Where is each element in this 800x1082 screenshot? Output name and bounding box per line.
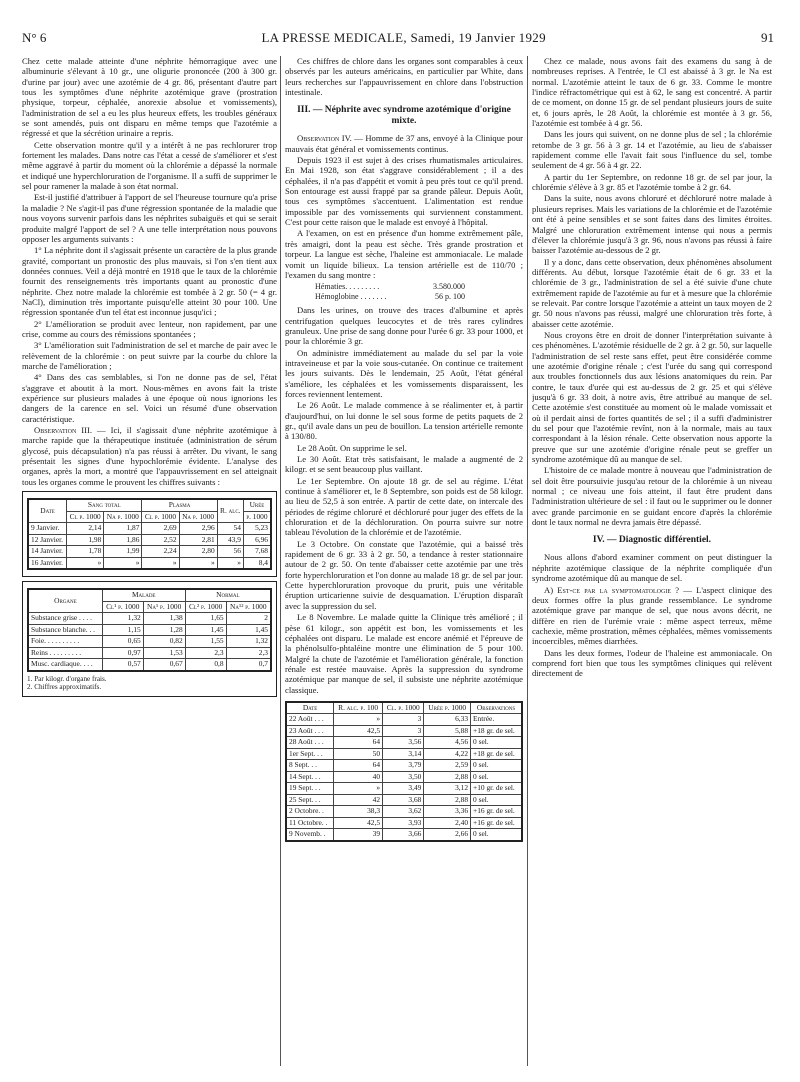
cell: 1,86 (104, 534, 142, 546)
cell-organe: Musc. cardiaque. . . . (28, 659, 102, 671)
cell: 1,32 (102, 613, 143, 625)
observation-label: Observation IV. (297, 133, 352, 144)
col-header-na: Na p. 1000 (179, 511, 217, 523)
paragraph: Chez cette malade atteinte d'une néphrite hémorragique avec une albuminurie s'élevant à 10 gr., une oligurie prononcée (200 à 300 gr. d'urine par jour) avec une azotémie de 4 gr. 86, présentant d'autre part tous les symptômes d'une néphrite azotémique grave (prostration physique, torpeur, céphalée, anorexie absolue et vomissements), l'administration de sel a eu les plus heureux effets, les troubles généraux se sont amendés, puis ont disparu en même temps que l'azotémie a régressé et que la sécrétion urinaire a repris. (22, 56, 277, 139)
cell: 8,4 (243, 557, 271, 569)
cell-date: 14 Janvier. (28, 546, 67, 558)
column-divider (280, 56, 281, 1066)
cell-cl: 3,79 (383, 760, 424, 772)
blood-count-value: 56 p. 100 (435, 291, 465, 301)
cell-ralc: 64 (334, 737, 383, 749)
table-row (286, 714, 522, 726)
cell: 1,53 (143, 647, 185, 659)
col-header-uree: Urée (243, 499, 271, 511)
paragraph: Dans les jours qui suivent, on ne donne plus de sel ; la chlorémie retombe de 3 gr. 56 à 3 gr. 14 et l'azotémie, au lieu de s'abaisser rapidement comme elle l'avait fait sous l'influence du sel, tombe seulement de 4 gr. 56 à 4 gr. 22. (532, 129, 772, 171)
cell-date: 1er Sept. . . (286, 748, 334, 760)
table-row (28, 624, 271, 636)
cell: 1,32 (226, 636, 271, 648)
col-header-date: Date (28, 499, 67, 523)
cell-uree: 2,40 (424, 817, 471, 829)
cell: 6,96 (243, 534, 271, 546)
col-header-observations: Observations (471, 702, 522, 714)
cell-ralc: 42,5 (334, 725, 383, 737)
cell-uree: 6,33 (424, 714, 471, 726)
paragraph: 1° La néphrite dont il s'agissait présente un caractère de la plus grande gravité, comportant un pronostic des plus mauvais, si l'on s'en tient aux données connues. Veil a déjà montré en 1918 que le taux de la chlorémie fournit des renseignements très importants quant au pronostic d'une néphrite. Chez notre malade la chlorémie est tombée à 2 gr. 50 (= 4 gr. NaCl), diminution très importante puisqu'elle atteint 30 pour 100. Une régression spontanée d'un tel état est inconnue jusqu'ici ; (22, 245, 277, 318)
cell-cl: 3 (383, 725, 424, 737)
cell-date: 23 Août . . . (286, 725, 334, 737)
footnote: 2. Chiffres approximatifs. (27, 683, 102, 692)
cell: » (217, 557, 243, 569)
cell-obs: +18 gr. de sel. (471, 748, 522, 760)
paragraph: Nous croyons être en droit de donner l'interprétation suivante à ces phénomènes. L'azotémie résiduelle de 2 gr. à 2 gr. 50, sur laquelle l'administration de sel reste sans effet, peut être considérée comme une azotémie d'origine rénale ; c'est l'urée du sang qui correspond aux troubles fonctionnels dus aux lésions anatomiques du rein. Par contre, le taux d'urée qui est au-dessus de 2 gr. 25 et qui s'élève jusqu'à 6 gr. 33 doit, à notre avis, être attribué au manque de sel. Cette azotémie s'est constituée au moment où le malade vomissait et où il perdait ainsi de fortes quantités de sel ; il a suffi d'administrer du sel pour que l'azotémie revînt, non à la normale, mais au taux correspondant à la lésion rénale. Cette observation nous apporte la preuve que sur une azotémie d'origine rénale peut se greffer un syndrome azotémique dû au manque de sel. (532, 329, 772, 465)
observation-3 (22, 425, 277, 487)
section-heading: III. — Néphrite avec syndrome azotémique d'origine mixte. (297, 105, 511, 127)
col-header-na: Na p. 1000 (104, 511, 142, 523)
cell-ralc: 64 (334, 760, 383, 772)
blood-table (27, 498, 272, 570)
col-header-cl: Cl p. 1000 (142, 511, 179, 523)
cell-obs: 0 sel. (471, 829, 522, 841)
paragraph: Dans la suite, nous avons chloruré et déchloruré notre malade à plusieurs reprises. Mais les variations de la chlorémie et de l'azotémie ont été à peine sensibles et se sont faites dans des limites étroites. Malgré une chloruration extrêmement intense qui nous a permis d'élever la chlorémie jusqu'à 3 gr. 96, nous n'avons pas réussi à faire baisser l'azotémie au-dessous de 2 gr. (532, 193, 772, 256)
cell: 0,65 (102, 636, 143, 648)
cell-cl: 3,49 (383, 783, 424, 795)
cell-uree: 2,88 (424, 794, 471, 806)
col-header-na: Na¹² p. 1000 (226, 601, 271, 613)
col-header-cl: Cl² p. 1000 (185, 601, 226, 613)
cell: 2,24 (142, 546, 179, 558)
paragraph: Dans les urines, on trouve des traces d'albumine et après centrifugation quelques leucocytes et de très rares cylindres granuleux. Une prise de sang donne pour l'urée 6 gr. 33 pour 1000, et pour la chlorémie 3 gr. (285, 305, 523, 347)
journal-title: LA PRESSE MEDICALE, Samedi, 19 Janvier 1929 (261, 30, 546, 45)
cell-ralc: » (334, 783, 383, 795)
organ-table-box (22, 581, 277, 697)
table-notes (27, 675, 272, 692)
cell: » (179, 557, 217, 569)
cell-date: 9 Novemb. . (286, 829, 334, 841)
cell: 43,9 (217, 534, 243, 546)
cell: 1,99 (104, 546, 142, 558)
paragraph: Cette observation montre qu'il y a intérêt à ne pas rechlorurer trop fortement les malades. Dans notre cas l'état a cessé de s'améliorer et s'est même aggravé à partir du moment où la chlorémie a dépassé la normale et indiqué une hyperchloruration de l'organisme. Il a suffi de supprimer le sel pour ramener la malade à son état normal. (22, 139, 277, 192)
cell: 2,80 (179, 546, 217, 558)
observation-text: — Ici, il s'agissait d'une néphrite azotémique à marche rapide que la thérapeutique instituée (administration de sérum glycosé, puis décapsulation) n'a pas réussi à arrêter. Du vivant, le sang présentait les signes d'une hypochlorémie évidente. L'analyse des organes, après la mort, a montré que l'appauvrissement en sel atteignait tous les organes comme le prouvent les chiffres suivants : (22, 425, 277, 487)
table-row (28, 557, 271, 569)
cell-obs: 0 sel. (471, 794, 522, 806)
blood-count-row (315, 292, 523, 302)
col-header-ralc: R. alc. p. 100 (334, 702, 383, 714)
issue-number: N° 6 (22, 30, 47, 45)
cell-uree: 3,12 (424, 783, 471, 795)
table-row (28, 534, 271, 546)
paragraph: Chez ce malade, nous avons fait des examens du sang à de nombreuses reprises. A l'entrée, le Cl est abaissé à 3 gr. le Na est normal. L'azotémie atteint le taux de 6 gr. 33. Comme le montre l'indice réfractométrique qui est à 62, le sang est concentré. A partir de ce moment, on donne 15 gr. de sel pendant plusieurs jours de suite et, 6 jours après, le 28 Août, la chlorémie est montée à 3 gr. 56, l'azotémie est tombée à 4 gr. 56. (532, 56, 772, 129)
column-2 (285, 56, 523, 1066)
cell-uree: 4,22 (424, 748, 471, 760)
cell-cl: 3,50 (383, 771, 424, 783)
paragraph: Depuis 1923 il est sujet à des crises rhumatismales articulaires. En Mai 1928, son état s'aggrave considérablement ; il a des céphalées, il n'a pas d'appétit et vomit à peu près tout ce qu'il prend. Son entourage est aussi frappé par sa grande pâleur. Depuis Août, tous ces symptômes s'accentuent. L'alimentation est rendue impossible par des vomissements qui surviennent constamment. C'est pour cette raison que le malade est envoyé à l'hôpital. (285, 155, 523, 228)
cell-obs: 0 sel. (471, 760, 522, 772)
cell-ralc: 50 (334, 748, 383, 760)
section-heading: IV. — Diagnostic différentiel. (592, 535, 712, 546)
cell-ralc: 42 (334, 794, 383, 806)
subsection-label: A) Est-ce par la symptomatologie ? (544, 584, 680, 595)
cell: 0,97 (102, 647, 143, 659)
cell-ralc: 42,5 (334, 817, 383, 829)
cell: 0,57 (102, 659, 143, 671)
paragraph: 4° Dans des cas semblables, si l'on ne donne pas de sel, l'état s'aggrave et aboutit à la mort. Nous-mêmes en avons fait la triste expérience sur plusieurs malades à une époque où nous ignorions les dangers de la carence en sel. Voici un résumé d'une observation caractéristique. (22, 372, 277, 424)
cell-date: 19 Sept. . . (286, 783, 334, 795)
cell-ralc: 38,3 (334, 806, 383, 818)
cell: 2,3 (226, 647, 271, 659)
column-1 (22, 56, 277, 1066)
cell-obs: 0 sel. (471, 737, 522, 749)
col-header-malade: Malade (102, 589, 185, 601)
paragraph: L'histoire de ce malade montre à nouveau que l'administration de sel doit être poursuivie jusqu'au retour de la chlorémie à un niveau normal ; ce niveau une fois atteint, il faut être prudent dans l'administration ultérieure de sel : il faut ou le supprimer ou le donner avec grande parcimonie en se guidant encore d'après la chlorémie dont le taux normal ne devra jamais être dépassé. (532, 465, 772, 528)
col-header-date: Date (286, 702, 334, 714)
cell-uree: 2,88 (424, 771, 471, 783)
cell-cl: 3,93 (383, 817, 424, 829)
col-header-ralc: R. alc. (217, 499, 243, 523)
cell: » (142, 557, 179, 569)
table-row (28, 659, 271, 671)
cell-ralc: » (334, 714, 383, 726)
col-header-uree: Urée p. 1000 (424, 702, 471, 714)
table-row (286, 829, 522, 841)
paragraph: Dans les deux formes, l'odeur de l'haleine est ammoniacale. On comprend fort bien que tous les symptômes cliniques qui relèvent directement de (532, 647, 772, 679)
cell: » (104, 557, 142, 569)
cell: 0,7 (226, 659, 271, 671)
paragraph-a (532, 585, 772, 647)
cell-date: 25 Sept. . . (286, 794, 334, 806)
col-header-sang: Sang total (67, 499, 142, 511)
footnote: 1. Par kilogr. d'organe frais. (27, 674, 107, 683)
cell: » (67, 557, 104, 569)
cell: 1,98 (67, 534, 104, 546)
observation-text: — Homme de 37 ans, envoyé à la Clinique pour mauvais état général et vomissements continus. (285, 133, 523, 154)
blood-count (315, 282, 523, 301)
blood-table-box (22, 491, 277, 577)
cell: 1,55 (185, 636, 226, 648)
table-row (286, 760, 522, 772)
cell-date: 8 Sept. . . (286, 760, 334, 772)
cell: 2,81 (179, 534, 217, 546)
cell-cl: 3,56 (383, 737, 424, 749)
table-row (28, 523, 271, 535)
cell: 1,28 (143, 624, 185, 636)
page-number: 91 (760, 30, 774, 45)
table-row (28, 546, 271, 558)
page-header (22, 30, 774, 48)
cell-date: 12 Janvier. (28, 534, 67, 546)
paragraph: On administre immédiatement au malade du sel par la voie intraveineuse et par la voie sous-cutanée. On continue ce traitement les jours suivants. Dès le lendemain, 25 Août, l'état général s'améliore, les céphalées et les vomissements disparaissent, les forces reviennent lentement. (285, 347, 523, 399)
cell-date: 16 Janvier. (28, 557, 67, 569)
cell-date: 9 Janvier. (28, 523, 67, 535)
cell: 5,23 (243, 523, 271, 535)
table-row (286, 783, 522, 795)
observation-4 (285, 133, 523, 154)
cell-organe: Substance grise . . . . (28, 613, 102, 625)
col-header-cl: Cl¹ p. 1000 (102, 601, 143, 613)
paragraph: Le 3 Octobre. On constate que l'azotémie, qui a baissé très rapidement de 6 gr. 33 à 2 gr. 50, a tendance à rester stationnaire autour de 2 gr. 50. On tente d'abaisser cette azotémie par une très forte hyperchloruration et l'on donne au malade 18 gr. de sel par jour. Cette hyperchloruration provoque du prurit, puis une véritable éruption urticarienne suivie de desquamation. L'éruption disparaît avec la suppression du sel. (285, 538, 523, 611)
cell-obs: +18 gr. de sel. (471, 725, 522, 737)
blood-count-value: 3.580.000 (433, 282, 465, 292)
cell-cl: 3,62 (383, 806, 424, 818)
col-header-cl: Cl. p. 1000 (383, 702, 424, 714)
col-header-plasma: Plasma (142, 499, 217, 511)
cell: 54 (217, 523, 243, 535)
col-header-cl: Cl p. 1000 (67, 511, 104, 523)
cell: 56 (217, 546, 243, 558)
cell-obs: +16 gr. de sel. (471, 817, 522, 829)
column-divider (527, 56, 528, 1066)
cell: 1,45 (185, 624, 226, 636)
table-row (286, 794, 522, 806)
cell: 7,68 (243, 546, 271, 558)
cell-cl: 3,14 (383, 748, 424, 760)
observation-label: Observation III. (34, 425, 93, 436)
cell-obs: Entrée. (471, 714, 522, 726)
cell-cl: 3,66 (383, 829, 424, 841)
cell-date: 11 Octobre. . (286, 817, 334, 829)
cell-date: 28 Août . . . (286, 737, 334, 749)
blood-count-label: Hémoglobine . . . . . . . (315, 291, 387, 301)
paragraph: Le 8 Novembre. Le malade quitte la Clinique très amélioré ; il pèse 61 kilogr., son appétit est bon, les vomissements et les céphalées ont disparu. Le malade est encore anémié et l'épreuve de la phénolsulfo-phtaléine montre une élimination de 5 pour 100. Malgré la chute de l'azotémie et l'amélioration générale, la fonction rénale est restée mauvaise. Après la suppression du syndrome azotémique par manque de sel, il subsiste une néphrite azotémique classique. (285, 612, 523, 695)
cell-organe: Substance blanche. . . (28, 624, 102, 636)
table-row (286, 748, 522, 760)
paragraph: Le 26 Août. Le malade commence à se réalimenter et, à partir d'aujourd'hui, on lui donne le sel sous forme de petits paquets de 2 gr., qu'il avale dans un peu de bouillon. La tension artérielle remonte à 130/80. (285, 400, 523, 442)
paragraph: 2° L'amélioration se produit avec lenteur, non rapidement, par une crise, comme au cours des rémissions spontanées ; (22, 318, 277, 339)
cell-uree: 3,36 (424, 806, 471, 818)
cell: 1,45 (226, 624, 271, 636)
table-row (286, 806, 522, 818)
table-row (28, 636, 271, 648)
cell-cl: 3 (383, 714, 424, 726)
paragraph: Nous allons d'abord examiner comment on peut distinguer la néphrite azotémique classique de la néphrite compliquée d'un syndrome azotémique dû au manque de sel. (532, 552, 772, 584)
cell: 2,96 (179, 523, 217, 535)
cell-organe: Foie. . . . . . . . . . (28, 636, 102, 648)
cell: 2,14 (67, 523, 104, 535)
cell: 2,69 (142, 523, 179, 535)
cell: 0,82 (143, 636, 185, 648)
cell-uree: 4,56 (424, 737, 471, 749)
cell: 1,87 (104, 523, 142, 535)
cell-obs: 0 sel. (471, 771, 522, 783)
paragraph: Le 30 Août. Etat très satisfaisant, le malade a augmenté de 2 kilogr. et se sent beaucoup plus vaillant. (285, 454, 523, 475)
cell-uree: 2,66 (424, 829, 471, 841)
evolution-table (285, 701, 523, 842)
paragraph: 3° L'amélioration suit l'administration de sel et marche de pair avec le relèvement de la chlorémie : on peut suivre par la courbe du chlore la marche de l'amélioration ; (22, 340, 277, 371)
table-row (286, 817, 522, 829)
col-header-uree-unit: p. 1000 (243, 511, 271, 523)
cell: 2 (226, 613, 271, 625)
cell-obs: +10 gr. de sel. (471, 783, 522, 795)
cell-cl: 3,68 (383, 794, 424, 806)
cell-date: 2 Octobre. . (286, 806, 334, 818)
cell: 2,3 (185, 647, 226, 659)
table-row (28, 613, 271, 625)
cell-organe: Reins . . . . . . . . . (28, 647, 102, 659)
paragraph: Le 28 Août. On supprime le sel. (297, 442, 407, 453)
blood-count-row (315, 282, 523, 292)
cell-uree: 5,88 (424, 725, 471, 737)
paragraph: A partir du 1er Septembre, on redonne 18 gr. de sel par jour, la chlorémie s'élève à 3 gr. 85 et l'azotémie tombe à 2 gr. 64. (532, 171, 772, 193)
cell: 1,65 (185, 613, 226, 625)
column-3 (532, 56, 772, 1066)
table-row (286, 725, 522, 737)
paragraph: Le 1er Septembre. On ajoute 18 gr. de sel au régime. L'état continue à s'améliorer et, le 8 Septembre, son poids est de 58 kilogr. au lieu de 52,5 à son entrée. A partir de cette date, on intercale des périodes de régime chloruré et déchloruré pour juger des effets de la chloruration et de la déchloruration. On pourra suivre sur notre tableau l'évolution de la chlorémie et de l'azotémie. (285, 475, 523, 538)
cell: 2,52 (142, 534, 179, 546)
subsection-text: — L'aspect clinique des deux formes offre la plus grande ressemblance. Le syndrome azotémique grave par manque de sel, que nous avons décrit, ne diffère en rien de l'urémie vraie : même aspect terreux, même cachexie, même prostration, mêmes céphalées, mêmes vomissements incoercibles, mêmes diarrhées. (532, 584, 772, 647)
cell-uree: 2,59 (424, 760, 471, 772)
paragraph: Ces chiffres de chlore dans les organes sont comparables à ceux observés par les auteurs américains, en particulier par White, dans leurs recherches sur l'appauvrissement en chlore dans l'obstruction intestinale. (285, 56, 523, 98)
col-header-na: Na¹ p. 1000 (143, 601, 185, 613)
cell-date: 14 Sept. . . (286, 771, 334, 783)
cell: 1,78 (67, 546, 104, 558)
paragraph: A l'examen, on est en présence d'un homme extrêmement pâle, très amaigri, dont la peau est sèche. Très grande prostration et torpeur. La langue est sèche, l'haleine est ammoniacale. Le malade vomit un liquide bilieux. La tension artérielle est de 110/70 ; l'examen du sang montre : (285, 228, 523, 280)
table-row (286, 737, 522, 749)
col-header-organe: Organe (28, 589, 102, 613)
organ-table (27, 588, 272, 672)
table-row (28, 647, 271, 659)
cell-obs: +16 gr. de sel. (471, 806, 522, 818)
cell: 1,15 (102, 624, 143, 636)
paragraph: Est-il justifié d'attribuer à l'apport de sel l'heureuse tournure qu'a prise la maladie ? Ne s'agit-il pas d'une régression spontanée de la maladie que nous voyons survenir parfois dans les néphrites subaiguës et qui se serait produite malgré l'apport de sel ? A une telle interprétation nous pouvons opposer les arguments suivants : (22, 192, 277, 244)
blood-count-label: Hématies. . . . . . . . . (315, 282, 380, 292)
paragraph: Il y a donc, dans cette observation, deux phénomènes absolument différents. Au début, lorsque l'azotémie était de 6 gr. 33 et la chlorémie de 3 gr., l'administration de sel a été suivie d'une chute extrêmement rapide de l'azotémie au fur et à mesure que la chlorémie se relevait. Par contre lorsque l'azotémie a atteint un taux moyen de 2 gr. 50 nous n'avons pas réussi, malgré une chloruration très forte, à abaisser cette azotémie. (532, 256, 772, 329)
table-row (286, 771, 522, 783)
cell: 0,8 (185, 659, 226, 671)
cell-ralc: 39 (334, 829, 383, 841)
cell-date: 22 Août . . . (286, 714, 334, 726)
cell: 1,38 (143, 613, 185, 625)
col-header-normal: Normal (185, 589, 271, 601)
cell-ralc: 40 (334, 771, 383, 783)
cell: 0,67 (143, 659, 185, 671)
